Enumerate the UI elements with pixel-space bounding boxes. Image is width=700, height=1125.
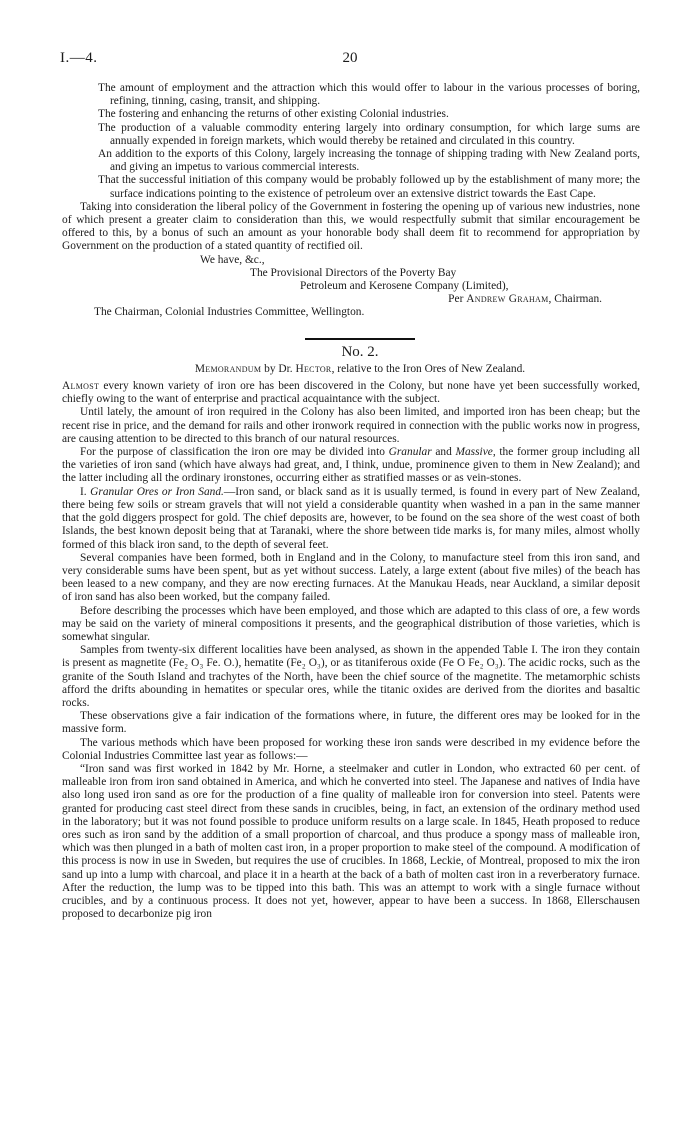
memo-number: No. 2. xyxy=(341,343,379,360)
signature-block xyxy=(80,254,640,320)
page-header xyxy=(0,50,700,70)
paragraph-text: For the purpose of classification the iron ore may be divided into xyxy=(80,446,389,459)
paragraph-lead: Almost xyxy=(62,380,100,393)
memo-heading-prefix: Memorandum xyxy=(194,362,262,375)
list-item: The amount of employment and the attraction which this would offer to labour in the various processes of boring, refining, tinning, casing, transit, and shipping. xyxy=(98,82,640,108)
list-item: The fostering and enhancing the returns of other existing Colonial industries. xyxy=(98,108,449,121)
salutation: We have, &c., xyxy=(200,253,265,266)
memo-author: Hector xyxy=(295,362,332,375)
memo-heading-suffix: , relative to the Iron Ores of New Zealand. xyxy=(331,362,526,375)
paragraph-2: Until lately, the amount of iron required in the Colony has also been limited, and imported iron has been cheap; but the recent rise in price, and the demand for rails and other ironwork required in connection with the public works now in progress, are causing attention to be directed to this branch of our natural resources. xyxy=(62,406,640,445)
paragraph-4 xyxy=(62,486,640,552)
list-item: That the successful initiation of this company would be probably followed up by the establishment of many more; the surface indications pointing to the existence of petroleum over an extensive district towards the East Cape. xyxy=(98,174,640,200)
signature-line-1: The Provisional Directors of the Poverty Bay xyxy=(250,266,457,279)
paragraph-5: Several companies have been formed, both in England and in the Colony, to manufacture steel from this iron sand, and very considerable sums have been spent, but as yet without success. Lately, a large extent (about five miles) of the beach has been leased to a new company, and they are now erecting furnaces. At the Manukau Heads, near Auckland, a similar deposit of iron sand has also been worked, but the company failed. xyxy=(62,551,640,604)
paragraph-text: , the former group including all the varieties of iron sand (which have always had great, and, I think, undue, prominence given to them in New Zealand); and the latter including all the ordinary ironstones, occurring either as stratified masses or as vein-stones. xyxy=(62,446,640,485)
section-numeral: I. xyxy=(80,485,91,498)
signer-name: Andrew Graham xyxy=(466,293,549,306)
paragraph-text: —Iron sand, or black sand as it is usually termed, is found in every part of New Zealand, there being few soils or stream gravels that will not yield a considerable quantity when washed in a pan in the same manner that the gold diggers prospect for gold. The chief deposits are, however, to be found on the sea shore of the west coast of both Islands, the best known deposit being that at Taranaki, where the shore between tide marks is, for many miles, almost wholly formed of this black iron sand, to the depth of several feet. xyxy=(62,485,641,551)
list-item: An addition to the exports of this Colony, largely increasing the tonnage of shipping trading with New Zealand ports, and giving an impetus to various commercial interests. xyxy=(98,148,640,174)
signer-title: , Chairman. xyxy=(548,293,602,306)
paragraph-1 xyxy=(62,380,640,406)
paragraph-text: every known variety of iron ore has been discovered in the Colony, but none have yet been successfully worked, chiefly owing to the want of enterprise and practical acquaintance with the subject. xyxy=(62,380,640,406)
section-divider xyxy=(305,338,415,340)
addressee: The Chairman, Colonial Industries Committee, Wellington. xyxy=(94,306,365,319)
paragraph-8: These observations give a fair indication of the formations where, in future, the different ores may be looked for in the massive form. xyxy=(62,710,640,736)
page-body xyxy=(62,82,641,921)
signature-line-2: Petroleum and Kerosene Company (Limited), xyxy=(300,280,509,293)
per-label: Per xyxy=(448,293,464,306)
paragraph-text: and xyxy=(431,446,456,459)
term-massive: Massive xyxy=(455,446,493,459)
paragraph-6: Before describing the processes which have been employed, and those which are adapted to this class of ore, a few words may be said on the variety of mineral compositions it presents, and the geographical distribution of those varieties, which is somewhat singular. xyxy=(62,604,640,643)
page-number: 20 xyxy=(342,50,358,66)
paragraph-7: Samples from twenty-six different localities have been analysed, as shown in the appended Table I. The iron they contain is present as magnetite (Fe₂ O₃ Fe. O.), hematite (Fe₂ O₃), or as titaniferous oxide (Fe O Fe₂ O₃). The acidic rocks, such as the granite of the South Island and trachytes of the North, have been the chief source of the magnetite. The metamorphic schists afford the drifts abounding in hematites or specular ores, while the titanic oxides are derived from the diorites and basaltic rocks. xyxy=(62,644,640,709)
paragraph-10: “Iron sand was first worked in 1842 by Mr. Horne, a steelmaker and cutler in London, who extracted 60 per cent. of malleable iron from iron sand obtained in America, and which he converted into steel. The Japanese and natives of India have also long used iron sand as ore for the production of a fine quality of malleable iron for conversion into steel. Patents were granted for producing cast steel direct from these sands in crucibles, being, in fact, an extension of the ordinary method used in the laboratory; but it was not found possible to produce uniform results on a large scale. In 1845, Heath proposed to reduce ores such as iron sand by the addition of a small proportion of charcoal, and thus produce a spongy mass of malleable iron, which was then plunged in a bath of molten cast iron, in a proper proportion to make steel of the compound. A modification of this process is now in use in Sweden, but requires the use of crucibles. In 1868, Leckie, of Montreal, proposed to mix the iron sand up into a lump with charcoal, and place it in a hearth at the back of a bath of molten cast iron in a reverberatory furnace. After the reduction, the lump was to be tipped into this bath. This was an attempt to work with a single furnace without crucibles, and by a continuous process. It does not yet, however, appear to have been a success. In 1868, Ellerschausen proposed to decarbonize pig iron xyxy=(62,762,640,921)
memo-heading xyxy=(80,363,640,376)
paragraph-3 xyxy=(62,446,640,486)
closing-paragraph: Taking into consideration the liberal policy of the Government in fostering the opening up of various new industries, none of which present a greater claim to consideration than this, we would respectfully submit that similar encouragement be offered to this, by a bonus of such an amount as your honorable body shall deem fit to recommend for appropriation by Government on the production of a stated quantity of rectified oil. xyxy=(62,200,640,253)
list-item: The production of a valuable commodity entering largely into ordinary consumption, for which large sums are annually expended in foreign markets, which would thereby be retained and circulated in this country. xyxy=(98,121,640,147)
memo-heading-by: by Dr. xyxy=(261,362,296,375)
document-id: I.—4. xyxy=(60,50,98,66)
section-heading: Granular Ores or Iron Sand. xyxy=(90,485,224,498)
term-granular: Granular xyxy=(388,446,432,459)
benefits-list xyxy=(80,82,640,201)
paragraph-9: The various methods which have been proposed for working these iron sands were described in my evidence before the Colonial Industries Committee last year as follows:— xyxy=(62,736,640,762)
signatory xyxy=(80,293,640,306)
